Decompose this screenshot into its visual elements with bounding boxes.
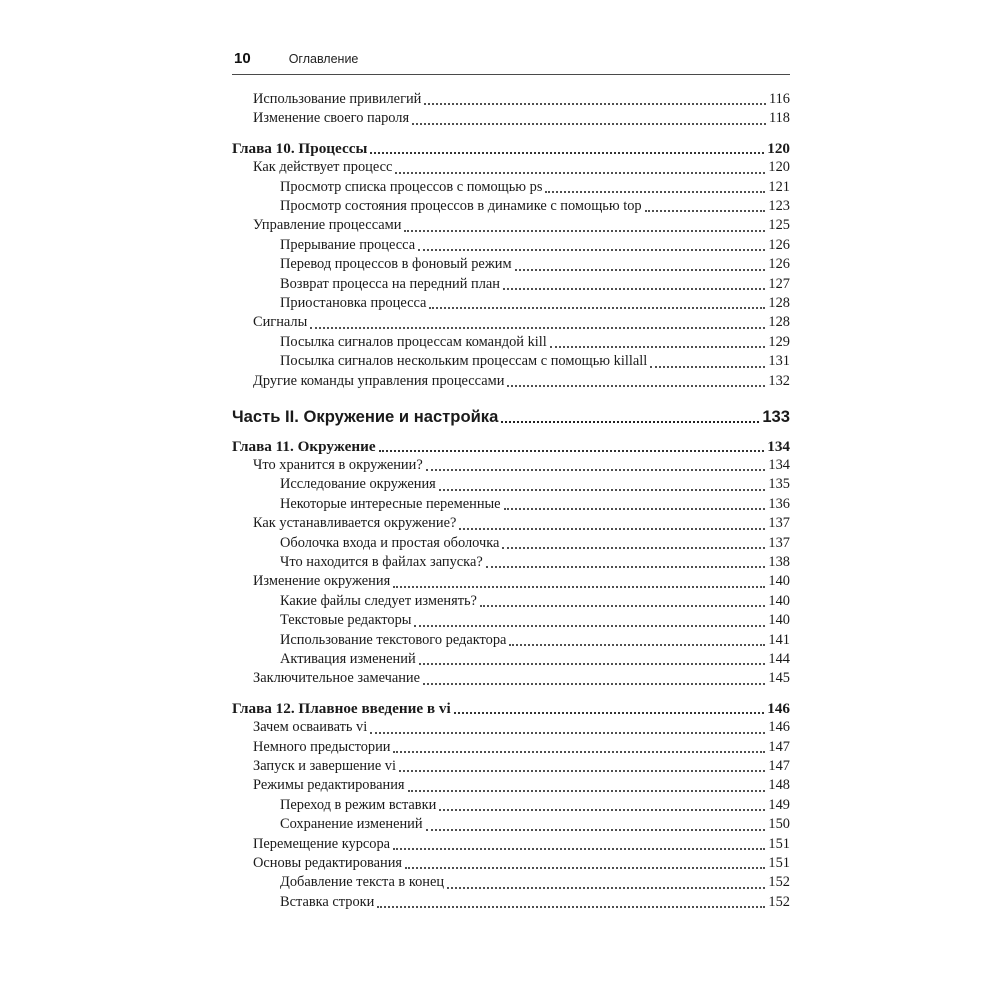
dot-leader <box>509 644 765 646</box>
toc-entry-label: Сохранение изменений <box>280 816 423 833</box>
toc-entry-label: Как действует процесс <box>253 159 393 176</box>
toc-page-number: 131 <box>768 353 790 370</box>
toc-page-number: 135 <box>768 476 790 493</box>
toc-entry-row <box>232 669 790 688</box>
dot-leader <box>454 712 765 714</box>
running-title: Оглавление <box>288 52 359 66</box>
toc-entry-row <box>232 553 790 572</box>
toc-entry-label: Режимы редактирования <box>253 777 405 794</box>
toc-page-number: 129 <box>768 333 790 350</box>
toc-entry-label: Использование привилегий <box>253 91 422 107</box>
dot-leader <box>414 625 765 627</box>
toc-entry-label: Как устанавливается окружение? <box>253 515 457 532</box>
dot-leader <box>395 172 765 174</box>
toc-entry-label: Запуск и завершение vi <box>253 758 396 774</box>
dot-leader <box>393 586 765 588</box>
dot-leader <box>370 732 765 734</box>
toc-entry-label: Зачем осваивать vi <box>253 719 368 736</box>
toc-page-number: 134 <box>767 437 790 455</box>
running-header <box>232 50 790 75</box>
dot-leader <box>399 770 765 772</box>
toc-entry-label: Изменение своего пароля <box>253 110 410 127</box>
toc-entry-row <box>232 835 790 854</box>
toc-entry-row <box>232 738 790 757</box>
toc-page-number: 126 <box>768 236 790 253</box>
toc-page-number: 152 <box>768 893 790 910</box>
toc-page-number: 150 <box>768 816 790 833</box>
toc-entry-row <box>232 294 790 313</box>
toc-entry-row <box>232 631 790 650</box>
toc-entry-row <box>232 534 790 553</box>
toc-page-number: 152 <box>768 874 790 891</box>
toc-page-number: 134 <box>768 456 790 473</box>
toc-entry-label: Другие команды управления процессами <box>253 372 505 389</box>
toc-entry-label: Заключительное замечание <box>253 670 421 687</box>
toc-entry-row <box>232 495 790 514</box>
dot-leader <box>310 327 765 329</box>
toc-entry-label: Глава 11. Окружение <box>232 437 376 455</box>
toc-entry-row <box>232 352 790 371</box>
toc-entry-label: Немного предыстории <box>253 738 391 755</box>
toc-entry-row <box>232 873 790 892</box>
dot-leader <box>439 809 765 811</box>
dot-leader <box>507 385 765 387</box>
toc-entry-label: Возврат процесса на передний план <box>280 275 501 292</box>
toc-entry-row <box>232 757 790 776</box>
dot-leader <box>501 421 759 423</box>
dot-leader <box>426 829 766 831</box>
dot-leader <box>504 508 766 510</box>
page-number: 10 <box>234 50 251 67</box>
toc-entry-label: Активация изменений <box>280 650 416 667</box>
toc-entry-row <box>232 893 790 912</box>
toc-entry-row <box>232 592 790 611</box>
toc-page-number: 120 <box>768 159 790 176</box>
toc-page-number: 116 <box>768 91 790 107</box>
toc-entry-label: Часть II. Окружение и настройка <box>232 407 499 427</box>
toc-page-number: 140 <box>768 573 790 590</box>
toc-entry-row <box>232 815 790 834</box>
toc-page-number: 140 <box>768 612 790 629</box>
table-of-contents <box>232 90 790 912</box>
toc-entry-label: Добавление текста в конец <box>280 874 445 891</box>
toc-page-number: 128 <box>768 314 790 331</box>
toc-page-number: 125 <box>768 217 790 234</box>
toc-entry-row <box>232 456 790 475</box>
toc-entry-row <box>232 611 790 630</box>
header-rule <box>232 74 790 75</box>
toc-entry-label: Просмотр списка процессов с помощью ps <box>280 178 543 195</box>
toc-entry-label: Вставка строки <box>280 893 375 910</box>
toc-entry-label: Управление процессами <box>253 217 402 234</box>
dot-leader <box>439 489 766 491</box>
toc-entry-label: Некоторые интересные переменные <box>280 495 501 512</box>
toc-entry-row <box>232 572 790 591</box>
toc-entry-label: Оболочка входа и простая оболочка <box>280 534 500 551</box>
toc-entry-row <box>232 109 790 128</box>
dot-leader <box>426 469 766 471</box>
toc-entry-label: Приостановка процесса <box>280 295 427 312</box>
toc-entry-label: Какие файлы следует изменять? <box>280 592 477 609</box>
toc-chapter-row <box>232 139 790 158</box>
dot-leader <box>423 683 765 685</box>
toc-page-number: 137 <box>768 515 790 532</box>
toc-entry-label: Посылка сигналов нескольким процессам с помощью killall <box>280 353 648 370</box>
toc-entry-label: Перемещение курсора <box>253 835 391 852</box>
toc-page-number: 126 <box>768 256 790 273</box>
dot-leader <box>393 751 765 753</box>
dot-leader <box>503 288 765 290</box>
toc-chapter-row <box>232 699 790 718</box>
toc-entry-label: Исследование окружения <box>280 476 436 493</box>
dot-leader <box>486 566 766 568</box>
toc-entry-row <box>232 255 790 274</box>
toc-page-number: 123 <box>768 198 790 215</box>
toc-entry-row <box>232 236 790 255</box>
dot-leader <box>515 269 766 271</box>
toc-page-number: 141 <box>768 631 790 648</box>
dot-leader <box>545 191 765 193</box>
toc-entry-label: Использование текстового редактора <box>280 631 507 648</box>
toc-entry-row <box>232 796 790 815</box>
toc-entry-label: Глава 10. Процессы <box>232 139 368 157</box>
toc-entry-label: Сигналы <box>253 314 308 331</box>
dot-leader <box>405 867 765 869</box>
toc-page-number: 144 <box>768 650 790 667</box>
toc-page-number: 137 <box>768 534 790 551</box>
toc-entry-row <box>232 475 790 494</box>
toc-entry-label: Переход в режим вставки <box>280 796 437 813</box>
toc-page-number: 147 <box>768 738 790 755</box>
dot-leader <box>408 790 766 792</box>
toc-entry-label: Глава 12. Плавное введение в vi <box>232 699 451 717</box>
toc-page-number: 121 <box>768 178 790 195</box>
dot-leader <box>370 152 764 154</box>
dot-leader <box>645 210 766 212</box>
dot-leader <box>650 366 765 368</box>
toc-chapter-row <box>232 437 790 456</box>
toc-entry-label: Что находится в файлах запуска? <box>280 553 483 570</box>
toc-entry-row <box>232 718 790 737</box>
toc-page-number: 147 <box>768 758 790 774</box>
toc-page-number: 151 <box>768 855 790 872</box>
toc-entry-row <box>232 90 790 109</box>
dot-leader <box>393 848 765 850</box>
dot-leader <box>379 450 765 452</box>
toc-entry-row <box>232 158 790 177</box>
dot-leader <box>404 230 765 232</box>
toc-entry-label: Основы редактирования <box>253 855 403 872</box>
toc-entry-label: Текстовые редакторы <box>280 612 412 629</box>
toc-page-number: 133 <box>762 407 790 427</box>
toc-page-number: 120 <box>767 139 790 157</box>
dot-leader <box>412 123 766 125</box>
toc-entry-row <box>232 776 790 795</box>
toc-entry-label: Просмотр состояния процессов в динамике с помощью top <box>280 198 642 215</box>
dot-leader <box>502 547 765 549</box>
dot-leader <box>424 103 766 105</box>
toc-page-number: 140 <box>768 592 790 609</box>
toc-entry-row <box>232 313 790 332</box>
dot-leader <box>550 346 766 348</box>
toc-page-number: 151 <box>768 835 790 852</box>
toc-entry-label: Изменение окружения <box>253 573 391 590</box>
toc-page-number: 128 <box>768 295 790 312</box>
toc-page-number: 146 <box>768 719 790 736</box>
toc-page-number: 149 <box>768 796 790 813</box>
toc-entry-label: Что хранится в окружении? <box>253 456 423 473</box>
toc-page-number: 148 <box>768 777 790 794</box>
toc-page-number: 118 <box>768 110 790 127</box>
toc-page-number: 127 <box>768 275 790 292</box>
toc-entry-row <box>232 275 790 294</box>
dot-leader <box>418 249 765 251</box>
toc-entry-label: Посылка сигналов процессам командой kill <box>280 333 547 350</box>
toc-page-number: 145 <box>768 670 790 687</box>
toc-entry-row <box>232 650 790 669</box>
toc-entry-row <box>232 178 790 197</box>
dot-leader <box>377 906 765 908</box>
toc-entry-label: Перевод процессов в фоновый режим <box>280 256 512 273</box>
toc-page-number: 136 <box>768 495 790 512</box>
toc-entry-row <box>232 197 790 216</box>
dot-leader <box>429 307 765 309</box>
dot-leader <box>419 663 766 665</box>
toc-page-number: 146 <box>767 699 790 717</box>
toc-entry-row <box>232 854 790 873</box>
toc-entry-label: Прерывание процесса <box>280 236 416 253</box>
toc-entry-row <box>232 333 790 352</box>
dot-leader <box>480 605 765 607</box>
toc-part-row <box>232 407 790 426</box>
toc-entry-row <box>232 216 790 235</box>
dot-leader <box>447 887 765 889</box>
dot-leader <box>459 528 765 530</box>
toc-page-number: 132 <box>768 372 790 389</box>
toc-entry-row <box>232 514 790 533</box>
toc-entry-row <box>232 372 790 391</box>
toc-page-number: 138 <box>768 553 790 570</box>
